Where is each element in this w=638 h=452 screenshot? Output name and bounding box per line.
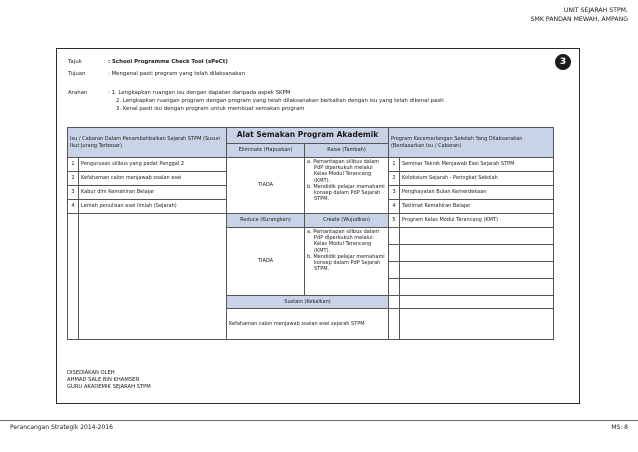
- footer-divider: [0, 420, 638, 421]
- create-header: Create (Wujudkan): [305, 214, 389, 228]
- empty-cell: [389, 262, 400, 279]
- empty-cell: [389, 279, 400, 296]
- tajuk-row: [68, 59, 548, 69]
- footer-title: Perancangan Strategik 2014-2016: [10, 424, 113, 431]
- empty-cell: [389, 296, 400, 309]
- issue-number: 1: [68, 158, 79, 172]
- create-item-b: b. Mendidik pelajar memahami konsep dalam PdP Sejarah STPM.: [307, 253, 385, 273]
- tajuk-value: : School Programme Check Tool (sPeCt): [108, 59, 228, 65]
- issue-number: 2: [68, 172, 79, 186]
- program-number: 3: [389, 186, 400, 200]
- program-number: 4: [389, 200, 400, 214]
- tujuan-label: Tujuan: [68, 71, 86, 77]
- sustain-value: Kefahaman calon menjawab soalan esei sejarah STPM: [227, 309, 389, 340]
- check-tool-table: [67, 127, 554, 340]
- prepared-by-label: DISEDIAKAN OLEH: [67, 370, 115, 376]
- issue-number: 4: [68, 200, 79, 214]
- issue-text: Kefahaman calon menjawab soalan esei: [79, 172, 227, 186]
- raise-header: Raise (Tambah): [305, 144, 389, 158]
- arahan-row: [68, 90, 548, 120]
- issue-number: 3: [68, 186, 79, 200]
- reduce-value: TIADA: [227, 228, 305, 296]
- programs-header: Program Kecemerlangan Sekolah Yang Dilaksanakan (Berdasarkan Isu / Cabaran): [389, 128, 554, 158]
- eliminate-value: TIADA: [227, 158, 305, 214]
- create-item-a: a. Pemantapan silibus dalam PdP diperkukuh melalui Kelas Modul Terancang (KMT).: [307, 229, 380, 254]
- program-text: Program Kelas Modul Terancang (KMT): [400, 214, 554, 228]
- program-number: 5: [389, 214, 400, 228]
- eliminate-header: Eliminate (Hapuskan): [227, 144, 305, 158]
- header-unit: UNIT SEJARAH STPM,: [563, 7, 628, 14]
- prepared-by-name: AHMAD SALE BIN KHAMSEN: [67, 377, 140, 383]
- raise-item-b: b. Mendidik pelajar memahami konsep dalam PdP Sejarah STPM.: [307, 183, 385, 203]
- tujuan-row: [68, 71, 548, 81]
- tool-header: Alat Semakan Program Akademik: [227, 128, 389, 144]
- prepared-by-title: GURU AKADEMIK SEJARAH STPM: [67, 384, 151, 390]
- program-text: Koloksium Sejarah - Peringkat Sekolah: [400, 172, 554, 186]
- program-text: Seminar Teknik Menjawab Esei Sejarah STPM: [400, 158, 554, 172]
- program-number: 1: [389, 158, 400, 172]
- issue-text: Kabur dlm Kemahiran Belajar: [79, 186, 227, 200]
- header-school: SMK PANDAN MEWAH, AMPANG: [530, 16, 628, 23]
- empty-cell: [400, 245, 554, 262]
- prepared-by: [67, 370, 151, 391]
- empty-cell: [389, 309, 400, 340]
- raise-list: [305, 158, 389, 214]
- arahan-item-3: 3. Kenal pasti isu dengan program untuk membuat semakan program: [116, 106, 305, 112]
- empty-cell: [400, 279, 554, 296]
- arahan-label: Arahan: [68, 90, 88, 96]
- empty-cell: [389, 245, 400, 262]
- arahan-item-1: : 1. Lengkapkan ruangan isu dengan dapatan daripada aspek SKPM: [108, 90, 291, 96]
- footer-page: MS: 8: [611, 424, 628, 431]
- empty-cell: [68, 214, 79, 340]
- empty-cell: [79, 214, 227, 340]
- issues-header: Isu / Cabaran Dalam Penambahbaikan Sejarah STPM (Susun Ikut Jurang Terbesar): [68, 128, 227, 158]
- empty-cell: [400, 296, 554, 309]
- raise-item-a: a. Pemantapan silibus dalam PdP diperkukuh melalui Kelas Modul Terancang (KMT).: [307, 159, 380, 184]
- document-header: [531, 6, 628, 24]
- issue-text: Pengurusan silibus yang padat Penggal 2: [79, 158, 227, 172]
- empty-cell: [400, 262, 554, 279]
- tajuk-label: Tajuk: [68, 59, 82, 65]
- empty-cell: [400, 309, 554, 340]
- program-text: Taklimat Kemahiran Belajar: [400, 200, 554, 214]
- page-number-badge: 3: [555, 54, 571, 70]
- issue-text: Lemah penulisan esei ilmiah (Sejarah): [79, 200, 227, 214]
- create-list: [305, 228, 389, 296]
- program-text: Penghayatan Bulan Kemerdekaan: [400, 186, 554, 200]
- reduce-header: Reduce (Kurangkan): [227, 214, 305, 228]
- tujuan-value: : Mengenal pasti program yang telah dilaksanakan: [108, 71, 245, 77]
- empty-cell: [389, 228, 400, 245]
- sustain-header: Sustain (Kekalkan): [227, 296, 389, 309]
- empty-cell: [400, 228, 554, 245]
- program-number: 2: [389, 172, 400, 186]
- arahan-item-2: 2. Lengkapkan ruangan program dengan program yang telah dilaksanakan berkaitan dengan isu yang telah dikenal pasti: [116, 98, 444, 104]
